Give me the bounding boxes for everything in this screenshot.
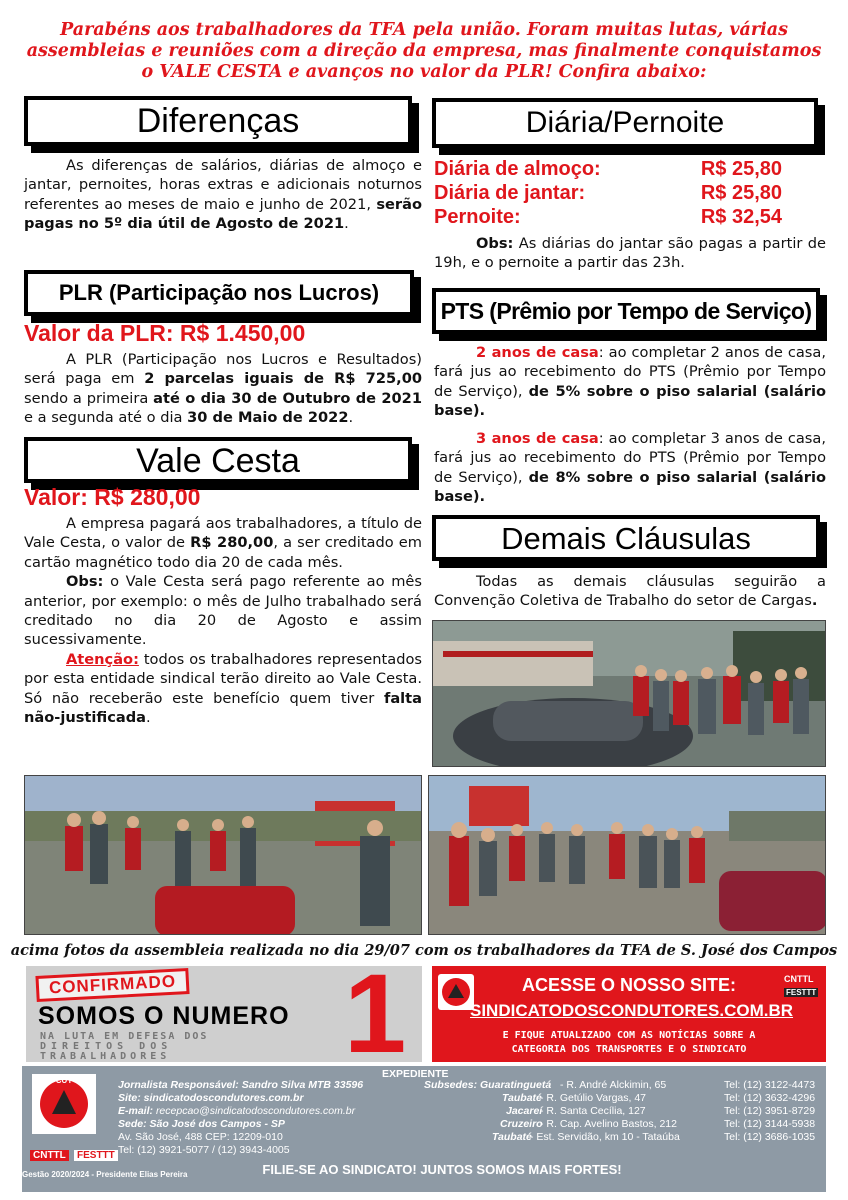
plr-title: PLR (Participação nos Lucros): [58, 280, 380, 305]
diaria-title: Diária/Pernoite: [525, 106, 725, 139]
vale-valor: Valor: R$ 280,00: [24, 484, 201, 510]
vale-title: Vale Cesta: [136, 442, 300, 480]
footer-sede: Sede: São José dos Campos - SP: [118, 1118, 285, 1130]
subsede-addr-2: - R. Getúlio Vargas, 47: [540, 1092, 647, 1104]
footer-endereco: Av. São José, 488 CEP: 12209-010: [118, 1131, 283, 1143]
pts-paragraph-2: 3 anos de casa: ao completar 3 anos de casa, fará jus ao recebimento do PTS (Prêmio por Tempo de Serviço), de 8% sobre o piso salarial (salário base).: [434, 430, 826, 506]
vale-obs: Obs: o Vale Cesta será pago referente ao mês anterior, por exemplo: o mês de Julho trabalhado será creditado no dia 20 de Agosto e assim sucessivamente.: [24, 573, 422, 649]
diferencas-text: As diferenças de salários, diárias de almoço e jantar, pernoites, horas extras e adicionais noturnos referentes ao meses de maio e junho de 2021, serão pagas no 5º dia útil de Agosto de 2021.: [24, 157, 422, 233]
assembly-photo-3: [428, 775, 826, 935]
vale-text: [24, 514, 422, 727]
subsede-addr-5: - Est. Servidão, km 10 - Tataúba: [530, 1131, 680, 1143]
subsede-tel-3: Tel: (12) 3951-8729: [724, 1105, 816, 1117]
vale-atencao: Atenção: todos os trabalhadores representados por esta entidade sindical terão direito ao Vale Cesta. Só não receberão este benefício quem tiver falta não-justificada.: [24, 650, 422, 727]
intro-text: Parabéns aos trabalhadores da TFA pela união. Foram muitas lutas, várias assembleias e reuniões com a direção da empresa, mas finalmente conquistamos o VALE CESTA e avanços no valor da PLR! Confira abaixo:: [26, 20, 822, 82]
banner-line-1: E FIQUE ATUALIZADO COM AS NOTÍCIAS SOBRE A: [502, 1030, 756, 1041]
banner-site-title: ACESSE O NOSSO SITE:: [521, 975, 737, 995]
section-title-vale-cesta: [24, 437, 412, 483]
banner-acesse-site: [432, 966, 826, 1062]
rate-row-jantar: Diária de jantar: R$ 25,80: [434, 182, 782, 204]
section-title-demais: [432, 515, 820, 561]
banner-line-1: NA LUTA EM DEFESA DOS: [40, 1031, 209, 1042]
rate-row-almoco: Diária de almoço: R$ 25,80: [434, 158, 782, 180]
footer-email: E-mail: recepcao@sindicatodoscondutores.com.br: [118, 1105, 356, 1117]
photos-caption: acima fotos da assembleia realizada no dia 29/07 com os trabalhadores da TFA de S. José dos Campos: [10, 942, 838, 959]
subsede-city-2: Taubaté: [502, 1092, 542, 1104]
section-title-plr: [24, 270, 414, 316]
footer-telefones: Tel: (12) 3921-5077 / (12) 3943-4005: [118, 1144, 290, 1156]
confirmado-stamp: CONFIRMADO: [35, 968, 189, 1002]
rate-row-pernoite: Pernoite: R$ 32,54: [434, 206, 782, 228]
footer-cut-logo: CUT: [32, 1074, 96, 1134]
banner-line-3: TRABALHADORES: [40, 1051, 171, 1062]
section-title-pts: [432, 288, 820, 334]
subsede-city-3: Jacareí: [506, 1105, 543, 1117]
pts-paragraph-1: 2 anos de casa: ao completar 2 anos de casa, fará jus ao recebimento do PTS (Prêmio por Tempo de Serviço), de 5% sobre o piso salarial (salário base).: [434, 344, 826, 420]
plr-text: A PLR (Participação nos Lucros e Resultados) será paga em 2 parcelas iguais de R$ 725,00 sendo a primeira até o dia 30 de Outubro de 2021 e a segunda até o dia 30 de Maio de 2022.: [24, 351, 422, 427]
subsede-city-4: Cruzeiro: [500, 1118, 543, 1130]
subsede-addr-3: - R. Santa Cecília, 127: [540, 1105, 646, 1117]
plr-valor: Valor da PLR: R$ 1.450,00: [24, 320, 306, 346]
demais-text: Todas as demais cláusulas seguirão a Convenção Coletiva de Trabalho do setor de Cargas.: [434, 573, 826, 610]
footer-jornalista: Jornalista Responsável: Sandro Silva MTB 33596: [118, 1079, 364, 1091]
diaria-rates: [434, 157, 782, 229]
banner-headline: SOMOS O NUMERO: [38, 1002, 290, 1030]
pts-title: PTS (Prêmio por Tempo de Serviço): [440, 298, 812, 324]
subsede-city-5: Taubaté: [492, 1131, 532, 1143]
footer-festtt-logo: FESTTT: [74, 1150, 118, 1161]
assembly-photo-2: [24, 775, 422, 935]
section-title-diaria: [432, 98, 818, 148]
footer-gestao: Gestão 2020/2024 - Presidente Elias Pereira: [22, 1170, 188, 1179]
footer-site: Site: sindicatodoscondutores.com.br: [118, 1092, 304, 1104]
diferencas-bold: serão pagas no 5º dia útil de Agosto de 2021: [24, 195, 422, 233]
subsede-city-1: Subsedes: Guaratinguetá: [424, 1079, 552, 1091]
cut-logo: [438, 974, 474, 1010]
festtt-logo: FESTTT: [786, 988, 817, 997]
vale-paragraph-1: A empresa pagará aos trabalhadores, a título de Vale Cesta, o valor de R$ 280,00, a ser creditado em cartão magnético todo dia 20 de cada mês.: [24, 515, 422, 571]
subsede-addr-4: - R. Cap. Avelino Bastos, 212: [540, 1118, 677, 1130]
diferencas-title: Diferenças: [136, 102, 300, 140]
section-title-diferencas: [24, 96, 412, 146]
subsede-tel-1: Tel: (12) 3122-4473: [724, 1079, 816, 1091]
subsede-tel-4: Tel: (12) 3144-5938: [724, 1118, 816, 1130]
site-link[interactable]: SINDICATODOSCONDUTORES.COM.BR: [470, 1001, 794, 1020]
banner-numero-1: [26, 966, 422, 1062]
demais-title: Demais Cláusulas: [501, 521, 751, 556]
banner-line-2: DIREITOS DOS: [40, 1041, 173, 1052]
diaria-obs: Obs: As diárias do jantar são pagas a partir de 19h, e o pernoite a partir das 23h.: [434, 235, 826, 272]
subsede-tel-2: Tel: (12) 3632-4296: [724, 1092, 816, 1104]
footer-cnttl-logo: CNTTL: [30, 1150, 69, 1161]
banner-line-2: CATEGORIA DOS TRANSPORTES E O SINDICATO: [511, 1044, 747, 1055]
banner-number: 1: [344, 966, 407, 1062]
footer-slogan: FILIE-SE AO SINDICATO! JUNTOS SOMOS MAIS FORTES!: [262, 1162, 622, 1177]
footer-heading: EXPEDIENTE: [382, 1068, 449, 1080]
assembly-photo-1: [432, 620, 826, 767]
subsede-tel-5: Tel: (12) 3686-1035: [724, 1131, 816, 1143]
footer-expediente: [22, 1066, 826, 1192]
cnttl-logo: CNTTL: [784, 974, 814, 984]
subsede-addr-1: - R. André Alckimin, 65: [560, 1079, 667, 1091]
